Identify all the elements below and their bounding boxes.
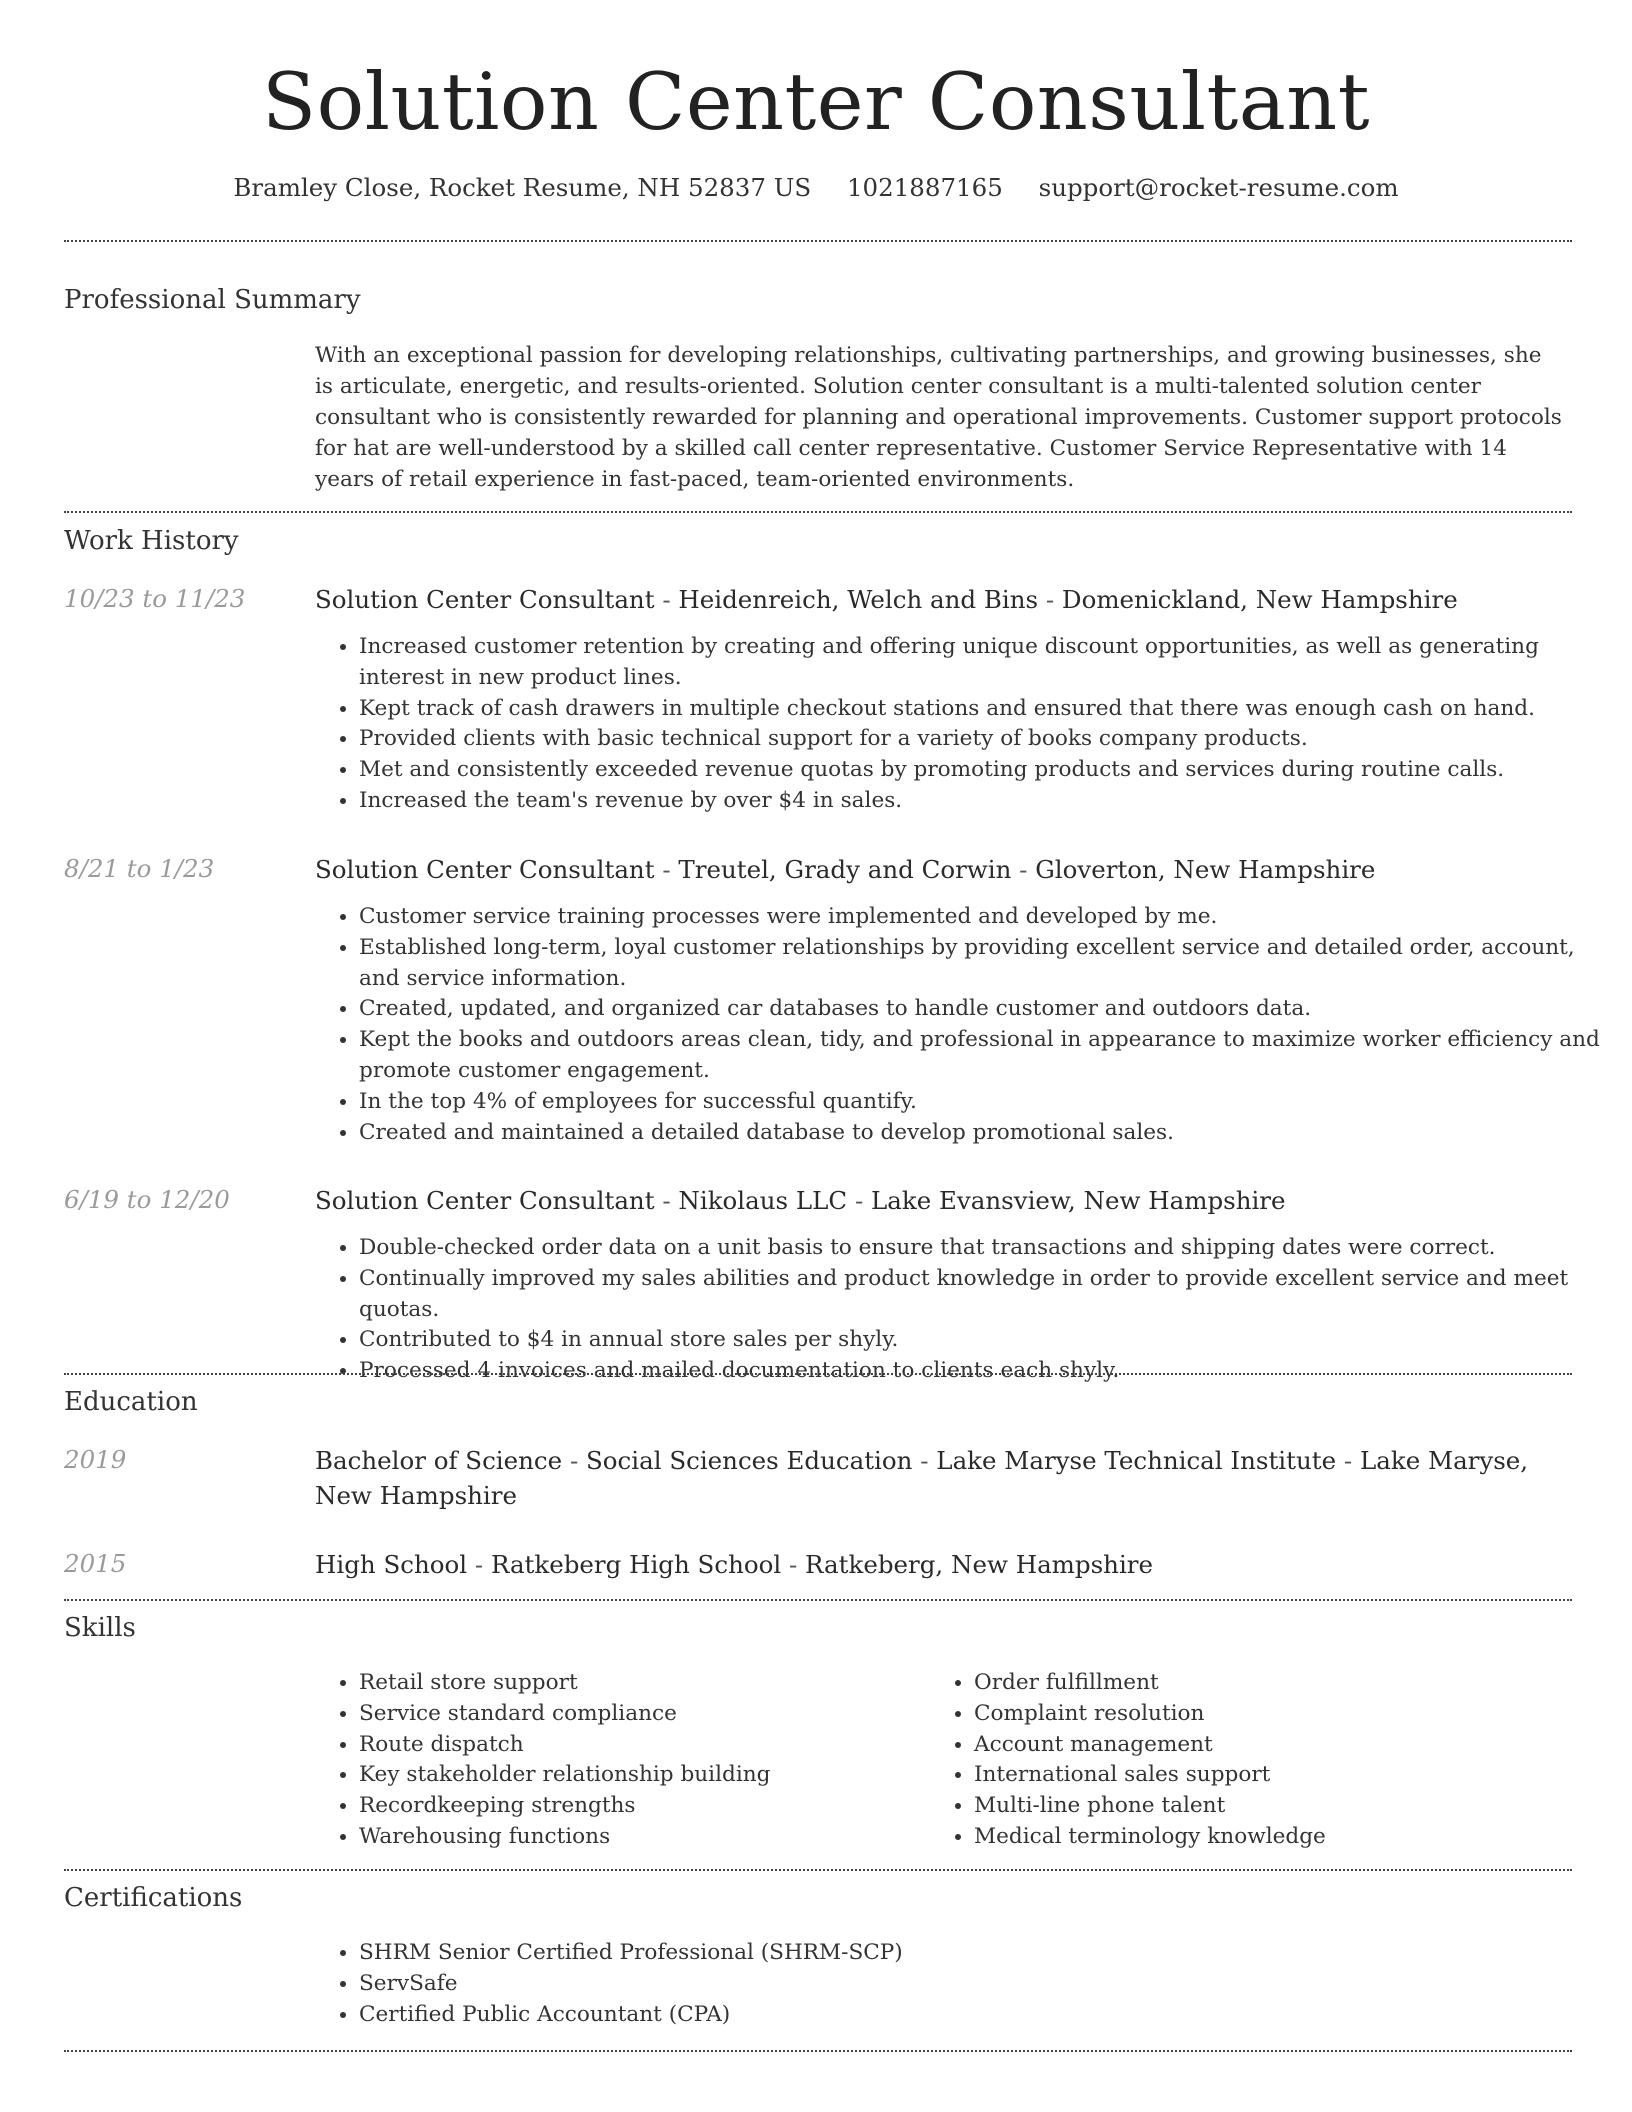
- skills-list-right: [930, 1668, 1574, 1853]
- job-location: Lake Evansview, New Hampshire: [871, 1186, 1286, 1215]
- section-divider: [64, 1373, 1572, 1375]
- job-heading: [315, 852, 1565, 887]
- education-year: 2019: [64, 1445, 127, 1474]
- job-bullet: • Provided clients with basic technical support for a variety of books company products.: [359, 724, 1609, 755]
- job-company: Nikolaus LLC: [678, 1186, 848, 1215]
- skill-item: • Multi-line phone talent: [974, 1791, 1574, 1822]
- job-bullet: • Kept track of cash drawers in multiple checkout stations and ensured that there was enough cash on hand.: [359, 694, 1609, 725]
- job-location: Domenickland, New Hampshire: [1061, 585, 1458, 614]
- section-divider: [64, 1869, 1572, 1871]
- education-separator: -: [912, 1446, 937, 1475]
- contact-line: [0, 172, 1632, 204]
- skill-item: • Medical terminology knowledge: [974, 1822, 1574, 1853]
- job-bullet: • Processed 4 invoices and mailed documentation to clients each shyly.: [359, 1356, 1609, 1387]
- job-bullet: • Created and maintained a detailed database to develop promotional sales.: [359, 1118, 1609, 1149]
- education-field: Social Sciences Education: [586, 1446, 913, 1475]
- job-role: Solution Center Consultant: [315, 1186, 655, 1215]
- job-bullet: • Kept the books and outdoors areas clean, tidy, and professional in appearance to maximize worker efficiency and promote customer engagement.: [359, 1025, 1609, 1087]
- skill-item: • Retail store support: [359, 1668, 919, 1699]
- section-title-certifications: Certifications: [64, 1883, 243, 1913]
- candidate-name: Solution Center Consultant: [262, 56, 1370, 148]
- job-dates: 6/19 to 12/20: [64, 1185, 230, 1214]
- job-dates: 10/23 to 11/23: [64, 584, 246, 613]
- education-school: Lake Maryse Technical Institute: [936, 1446, 1337, 1475]
- job-bullet: • Contributed to $4 in annual store sales per shyly.: [359, 1325, 1609, 1356]
- contact-phone[interactable]: 1021887165: [846, 173, 1003, 202]
- job-heading: [315, 582, 1565, 617]
- job-separator: -: [847, 1186, 872, 1215]
- skill-item: • Warehousing functions: [359, 1822, 919, 1853]
- job-company: Treutel, Grady and Corwin: [678, 855, 1012, 884]
- section-title-work: Work History: [64, 526, 239, 556]
- skill-item: • Key stakeholder relationship building: [359, 1760, 919, 1791]
- skill-item: • Order fulfillment: [974, 1668, 1574, 1699]
- contact-email[interactable]: support@rocket-resume.com: [1038, 173, 1399, 202]
- education-separator: -: [1336, 1446, 1360, 1475]
- skill-item: • Complaint resolution: [974, 1699, 1574, 1730]
- skill-item: • International sales support: [974, 1760, 1574, 1791]
- section-divider: [64, 1599, 1572, 1601]
- skills-list-left: [315, 1668, 919, 1853]
- skill-item: • Recordkeeping strengths: [359, 1791, 919, 1822]
- job-bullet: • Created, updated, and organized car databases to handle customer and outdoors data.: [359, 994, 1609, 1025]
- section-divider: [64, 511, 1572, 513]
- job-separator: -: [654, 1186, 679, 1215]
- job-separator: -: [654, 585, 679, 614]
- job-bullets: [315, 632, 1609, 817]
- job-separator: -: [1038, 585, 1062, 614]
- job-role: Solution Center Consultant: [315, 585, 655, 614]
- job-bullet: • Customer service training processes were implemented and developed by me.: [359, 902, 1609, 933]
- education-degree: High School: [315, 1550, 468, 1579]
- contact-address: Bramley Close, Rocket Resume, NH 52837 US: [233, 173, 812, 202]
- education-heading: [315, 1547, 1565, 1582]
- section-title-skills: Skills: [64, 1613, 136, 1643]
- certification-item: • ServSafe: [359, 1969, 1359, 2000]
- skill-item: • Route dispatch: [359, 1730, 919, 1761]
- certification-item: • SHRM Senior Certified Professional (SHRM-SCP): [359, 1938, 1359, 1969]
- job-bullet: • Increased the team's revenue by over $4 in sales.: [359, 786, 1609, 817]
- education-separator: -: [467, 1550, 491, 1579]
- section-title-summary: Professional Summary: [64, 285, 361, 315]
- job-role: Solution Center Consultant: [315, 855, 655, 884]
- education-year: 2015: [64, 1549, 127, 1578]
- job-bullet: • Increased customer retention by creating and offering unique discount opportunities, as well as generating interest in new product lines.: [359, 632, 1609, 694]
- job-heading: [315, 1183, 1565, 1218]
- job-company: Heidenreich, Welch and Bins: [678, 585, 1039, 614]
- job-dates: 8/21 to 1/23: [64, 854, 215, 883]
- job-bullet: • In the top 4% of employees for successful quantify.: [359, 1087, 1609, 1118]
- skill-item: • Account management: [974, 1730, 1574, 1761]
- education-separator: -: [781, 1550, 806, 1579]
- job-bullet: • Met and consistently exceeded revenue quotas by promoting products and services during routine calls.: [359, 755, 1609, 786]
- job-bullets: [315, 902, 1609, 1148]
- job-separator: -: [654, 855, 679, 884]
- section-divider: [64, 240, 1572, 242]
- section-divider: [64, 2050, 1572, 2052]
- certification-item: • Certified Public Accountant (CPA): [359, 2000, 1359, 2031]
- skill-item: • Service standard compliance: [359, 1699, 919, 1730]
- job-location: Gloverton, New Hampshire: [1035, 855, 1376, 884]
- job-bullet: • Continually improved my sales abilities and product knowledge in order to provide excellent service and meet quotas.: [359, 1264, 1609, 1326]
- education-location: Ratkeberg, New Hampshire: [805, 1550, 1153, 1579]
- education-heading: [315, 1443, 1565, 1513]
- education-location: Lake Maryse, New Hampshire: [315, 1446, 1529, 1510]
- certifications-list: [315, 1938, 1359, 2030]
- education-separator: -: [562, 1446, 587, 1475]
- job-bullets: [315, 1233, 1609, 1387]
- education-degree: Bachelor of Science: [315, 1446, 563, 1475]
- education-school: Ratkeberg High School: [490, 1550, 782, 1579]
- job-bullet: • Established long-term, loyal customer relationships by providing excellent service and detailed order, account, and service information.: [359, 933, 1609, 995]
- summary-text: With an exceptional passion for developing relationships, cultivating partnerships, and growing businesses, she is articulate, energetic, and results-oriented. Solution center consultant is a multi-talented solution center consultant who is consistently rewarded for planning and operational improvements. Customer support protocols for hat are well-understood by a skilled call center representative. Customer Service Representative with 14 years of retail experience in fast-paced, team-oriented environments.: [315, 343, 1562, 492]
- job-separator: -: [1011, 855, 1036, 884]
- section-title-education: Education: [64, 1387, 198, 1417]
- job-bullet: • Double-checked order data on a unit basis to ensure that transactions and shipping dates were correct.: [359, 1233, 1609, 1264]
